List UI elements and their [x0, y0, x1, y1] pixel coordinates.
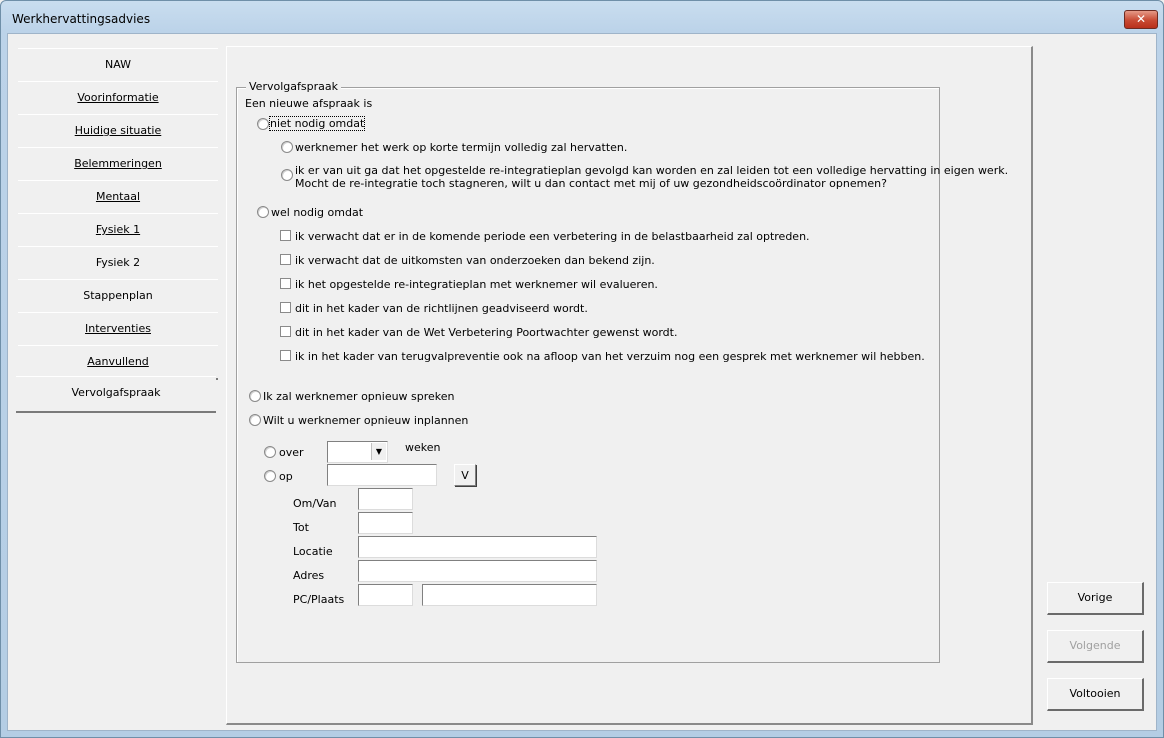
needed-reason-checkbox[interactable] [280, 254, 291, 265]
tab-label: Huidige situatie [74, 124, 162, 137]
needed-radio[interactable] [257, 206, 269, 218]
window-title: Werkhervattingsadvies [12, 12, 151, 26]
city-input[interactable] [422, 584, 597, 606]
on-radio[interactable] [264, 470, 276, 482]
tab-label: Interventies [85, 322, 151, 335]
postcode-label: PC/Plaats [293, 593, 345, 606]
weeks-label: weken [405, 441, 441, 454]
reason-plan-note: Mocht de re-integratie toch stagneren, wilt u dan contact met mij of uw gezondheidscoördinator opnemen? [295, 177, 887, 190]
from-time-input[interactable] [358, 488, 413, 510]
tab-label: Mentaal [95, 190, 141, 203]
needed-reason-label: ik verwacht dat er in de komende periode een verbetering in de belastbaarheid zal optreden. [295, 230, 810, 243]
needed-reason-checkbox[interactable] [280, 230, 291, 241]
tab-label: Stappenplan [83, 289, 153, 302]
needed-reason-checkbox[interactable] [280, 278, 291, 289]
needed-reason-label: dit in het kader van de Wet Verbetering Poortwachter gewenst wordt. [295, 326, 678, 339]
not-needed-radio[interactable] [257, 118, 269, 130]
speak-again-radio[interactable] [249, 390, 261, 402]
tab-stappenplan[interactable] [18, 279, 218, 314]
reason-full-return-label: werknemer het werk op korte termijn volledig zal hervatten. [295, 141, 628, 154]
reason-plan-radio[interactable] [281, 169, 293, 181]
tab-label: NAW [104, 58, 132, 71]
needed-reason-label: dit in het kader van de richtlijnen geadviseerd wordt. [295, 302, 588, 315]
tab-label: Fysiek 1 [95, 223, 141, 236]
next-button[interactable]: Volgende [1047, 630, 1144, 663]
not-needed-label[interactable]: niet nodig omdat [270, 117, 365, 130]
tab-naw[interactable] [18, 48, 218, 83]
replan-label: Wilt u werknemer opnieuw inplannen [263, 414, 469, 427]
tab-voorinformatie[interactable] [18, 81, 218, 116]
needed-reason-label: ik verwacht dat de uitkomsten van onderzoeken dan bekend zijn. [295, 254, 655, 267]
group-title: Vervolgafspraak [246, 80, 341, 93]
to-label: Tot [293, 521, 309, 534]
title-bar [1, 1, 1163, 35]
tab-mentaal[interactable] [18, 180, 218, 215]
needed-reason-label: ik in het kader van terugvalpreventie ook na afloop van het verzuim nog een gesprek met werknemer wil hebben. [295, 350, 925, 363]
intro-text: Een nieuwe afspraak is [245, 97, 373, 110]
finish-button[interactable]: Voltooien [1047, 678, 1144, 711]
speak-again-label: Ik zal werknemer opnieuw spreken [263, 390, 455, 403]
address-label: Adres [293, 569, 325, 582]
location-input[interactable] [358, 536, 597, 558]
tab-label: Fysiek 2 [95, 256, 141, 269]
tab-aanvullend[interactable] [18, 345, 218, 380]
date-picker-button[interactable]: V [454, 464, 476, 486]
tab-label: Vervolgafspraak [71, 386, 161, 399]
chevron-down-icon[interactable]: ▼ [371, 443, 386, 460]
close-button[interactable] [1124, 10, 1158, 29]
reason-full-return-radio[interactable] [281, 141, 293, 153]
date-input[interactable] [327, 464, 437, 486]
location-label: Locatie [293, 545, 333, 558]
on-label: op [279, 470, 293, 483]
tab-interventies[interactable] [18, 312, 218, 347]
needed-reason-checkbox[interactable] [280, 350, 291, 361]
tab-label: Belemmeringen [74, 157, 162, 170]
tab-label: Aanvullend [87, 355, 149, 368]
to-time-input[interactable] [358, 512, 413, 534]
over-label: over [279, 446, 304, 459]
tab-fysiek-2[interactable] [18, 246, 218, 281]
from-label: Om/Van [293, 497, 337, 510]
needed-reason-checkbox[interactable] [280, 326, 291, 337]
tab-vervolgafspraak[interactable] [16, 376, 216, 413]
weeks-dropdown[interactable] [327, 441, 388, 463]
needed-reason-checkbox[interactable] [280, 302, 291, 313]
tab-fysiek-1[interactable] [18, 213, 218, 248]
reason-plan-label: ik er van uit ga dat het opgestelde re-integratieplan gevolgd kan worden en zal leiden tot een volledige hervatting in eigen werk. [295, 164, 1009, 177]
needed-reason-label: ik het opgestelde re-integratieplan met werknemer wil evalueren. [295, 278, 658, 291]
tab-huidige-situatie[interactable] [18, 114, 218, 149]
replan-radio[interactable] [249, 414, 261, 426]
close-icon: ✕ [1135, 12, 1147, 26]
needed-label: wel nodig omdat [271, 206, 364, 219]
address-input[interactable] [358, 560, 597, 582]
tab-belemmeringen[interactable] [18, 147, 218, 182]
postcode-input[interactable] [358, 584, 413, 606]
over-radio[interactable] [264, 446, 276, 458]
tab-label: Voorinformatie [77, 91, 159, 104]
previous-button[interactable]: Vorige [1047, 582, 1144, 615]
